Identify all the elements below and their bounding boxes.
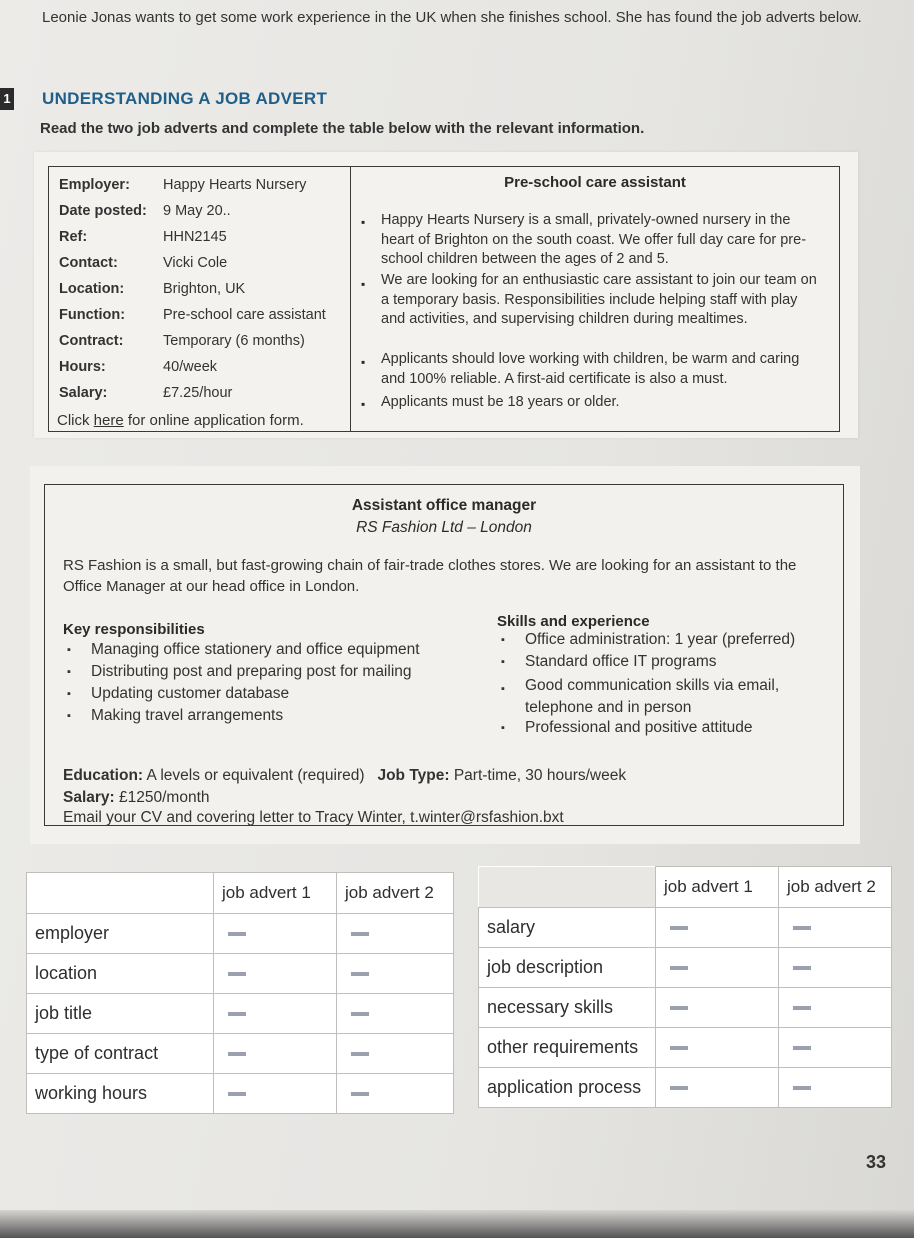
page-number: 33 [865, 1152, 886, 1172]
advert-1-bullet: Applicants should love working with children, be warm and caring and 100% reliable. A first-aid certificate is also a must. [381, 351, 800, 387]
row-label: necessary skills [479, 988, 656, 1028]
bullet-icon: ▪ [67, 666, 71, 678]
bullet-icon: ▪ [67, 644, 71, 656]
responsibility-item: ▪ Managing office stationery and office equipment [67, 641, 420, 658]
bullet-icon: ▪ [361, 215, 366, 229]
answer-cell[interactable] [779, 948, 892, 988]
skill-item: ▪ Good communication skills via email, telephone and in person [501, 677, 780, 716]
answer-cell[interactable] [337, 914, 454, 954]
row-label: job description [479, 948, 656, 988]
table-row [479, 1028, 892, 1068]
job-advert-1 [34, 152, 858, 438]
table-row [479, 908, 892, 948]
answer-cell[interactable] [214, 1074, 337, 1114]
responsibilities-heading: Key responsibilities [63, 621, 205, 638]
application-form-link[interactable]: here [93, 412, 124, 429]
answer-cell[interactable] [337, 994, 454, 1034]
answer-cell[interactable] [337, 1074, 454, 1114]
bullet-icon: ▪ [361, 397, 366, 411]
email-line: Email your CV and covering letter to Tracy Winter, t.winter@rsfashion.bxt [63, 809, 564, 826]
answer-cell[interactable] [214, 914, 337, 954]
answer-cell[interactable] [214, 954, 337, 994]
answer-cell[interactable] [779, 908, 892, 948]
bullet-icon: ▪ [67, 710, 71, 722]
answer-cell[interactable] [656, 1028, 779, 1068]
intro-text: Leonie Jonas wants to get some work experience in the UK when she finishes school. She has found the job adverts below. [42, 9, 862, 26]
advert-2-title: Assistant office manager [351, 497, 537, 514]
advert-1-bullet: Happy Hearts Nursery is a small, privately-owned nursery in the heart of Brighton on the south coast. We offer full day care for pre-school children between the ages of 2 and 5. [381, 212, 807, 267]
table-row [479, 948, 892, 988]
answer-cell[interactable] [214, 994, 337, 1034]
answer-cell[interactable] [656, 908, 779, 948]
table-header-empty [27, 873, 214, 914]
row-label: employer [27, 914, 214, 954]
bullet-icon: ▪ [501, 656, 505, 668]
salary-line: Salary: £1250/month [63, 789, 210, 806]
bullet-icon: ▪ [67, 688, 71, 700]
skill-item: ▪ Office administration: 1 year (preferred) [501, 631, 796, 648]
table-row [27, 994, 454, 1034]
table-row [479, 988, 892, 1028]
skill-item: ▪ Professional and positive attitude [501, 719, 753, 736]
bullet-icon: ▪ [501, 722, 505, 734]
advert-2-company: RS Fashion Ltd – London [356, 519, 532, 536]
detail-location: Location: Brighton, UK [59, 281, 246, 297]
exercise-number: 1 [0, 88, 14, 110]
bullet-icon: ▪ [361, 277, 366, 291]
detail-ref: Ref: HHN2145 [59, 229, 227, 245]
row-label: application process [479, 1068, 656, 1108]
answer-cell[interactable] [779, 1028, 892, 1068]
apply-line: Click here for online application form. [57, 412, 304, 429]
detail-date-posted: Date posted: 9 May 20.. [59, 203, 231, 219]
row-label: location [27, 954, 214, 994]
advert-1-description [351, 167, 839, 431]
table-header-advert-2: job advert 2 [337, 873, 454, 914]
bullet-icon: ▪ [361, 355, 366, 369]
answer-cell[interactable] [214, 1034, 337, 1074]
responsibility-item: ▪ Distributing post and preparing post for mailing [67, 663, 412, 680]
detail-contact: Contact: Vicki Cole [59, 255, 228, 271]
answer-table-right [478, 866, 892, 1108]
table-row [27, 1074, 454, 1114]
education-line: Education: A levels or equivalent (required) Job Type: Part-time, 30 hours/week [63, 767, 627, 784]
table-row [479, 1068, 892, 1108]
table-header-row [27, 873, 454, 914]
responsibility-item: ▪ Making travel arrangements [67, 707, 284, 724]
row-label: job title [27, 994, 214, 1034]
detail-contract: Contract: Temporary (6 months) [59, 333, 305, 349]
advert-2-intro: RS Fashion is a small, but fast-growing chain of fair-trade clothes stores. We are looking for an assistant to the Office Manager at our head office in London. [63, 557, 797, 595]
answer-cell[interactable] [779, 1068, 892, 1108]
table-header-advert-1: job advert 1 [214, 873, 337, 914]
table-row [27, 914, 454, 954]
table-header-advert-1: job advert 1 [656, 867, 779, 908]
table-header-advert-2: job advert 2 [779, 867, 892, 908]
advert-2-frame [44, 484, 844, 826]
exercise-title: UNDERSTANDING A JOB ADVERT [42, 89, 328, 108]
bullet-icon: ▪ [501, 683, 505, 695]
table-row [27, 954, 454, 994]
row-label: other requirements [479, 1028, 656, 1068]
skills-heading: Skills and experience [497, 613, 650, 630]
advert-1-frame [48, 166, 840, 432]
answer-cell[interactable] [656, 948, 779, 988]
skill-item: ▪ Standard office IT programs [501, 653, 717, 670]
responsibility-item: ▪ Updating customer database [67, 685, 290, 702]
detail-function: Function: Pre-school care assistant [59, 307, 326, 323]
bullet-icon: ▪ [501, 634, 505, 646]
detail-salary: Salary: £7.25/hour [59, 385, 233, 401]
advert-1-title: Pre-school care assistant [504, 174, 686, 191]
detail-employer: Employer: Happy Hearts Nursery [59, 177, 307, 193]
job-advert-2 [30, 466, 860, 844]
row-label: type of contract [27, 1034, 214, 1074]
answer-table-left [26, 872, 454, 1114]
page-bottom-shadow [0, 1210, 914, 1238]
advert-1-bullet: Applicants must be 18 years or older. [381, 394, 620, 410]
detail-hours: Hours: 40/week [59, 359, 218, 375]
table-header-row [479, 867, 892, 908]
table-row [27, 1034, 454, 1074]
row-label: working hours [27, 1074, 214, 1114]
answer-cell[interactable] [779, 988, 892, 1028]
answer-cell[interactable] [337, 1034, 454, 1074]
table-header-empty [479, 867, 656, 908]
answer-cell[interactable] [656, 1068, 779, 1108]
exercise-instruction: Read the two job adverts and complete the table below with the relevant information. [40, 120, 645, 137]
advert-1-details [49, 167, 351, 431]
advert-1-bullet: We are looking for an enthusiastic care assistant to join our team on a temporary basis. Responsibilities include helping staff with play and activities, and supervising children during mealtimes. [381, 272, 817, 327]
answer-cell[interactable] [656, 988, 779, 1028]
answer-cell[interactable] [337, 954, 454, 994]
row-label: salary [479, 908, 656, 948]
